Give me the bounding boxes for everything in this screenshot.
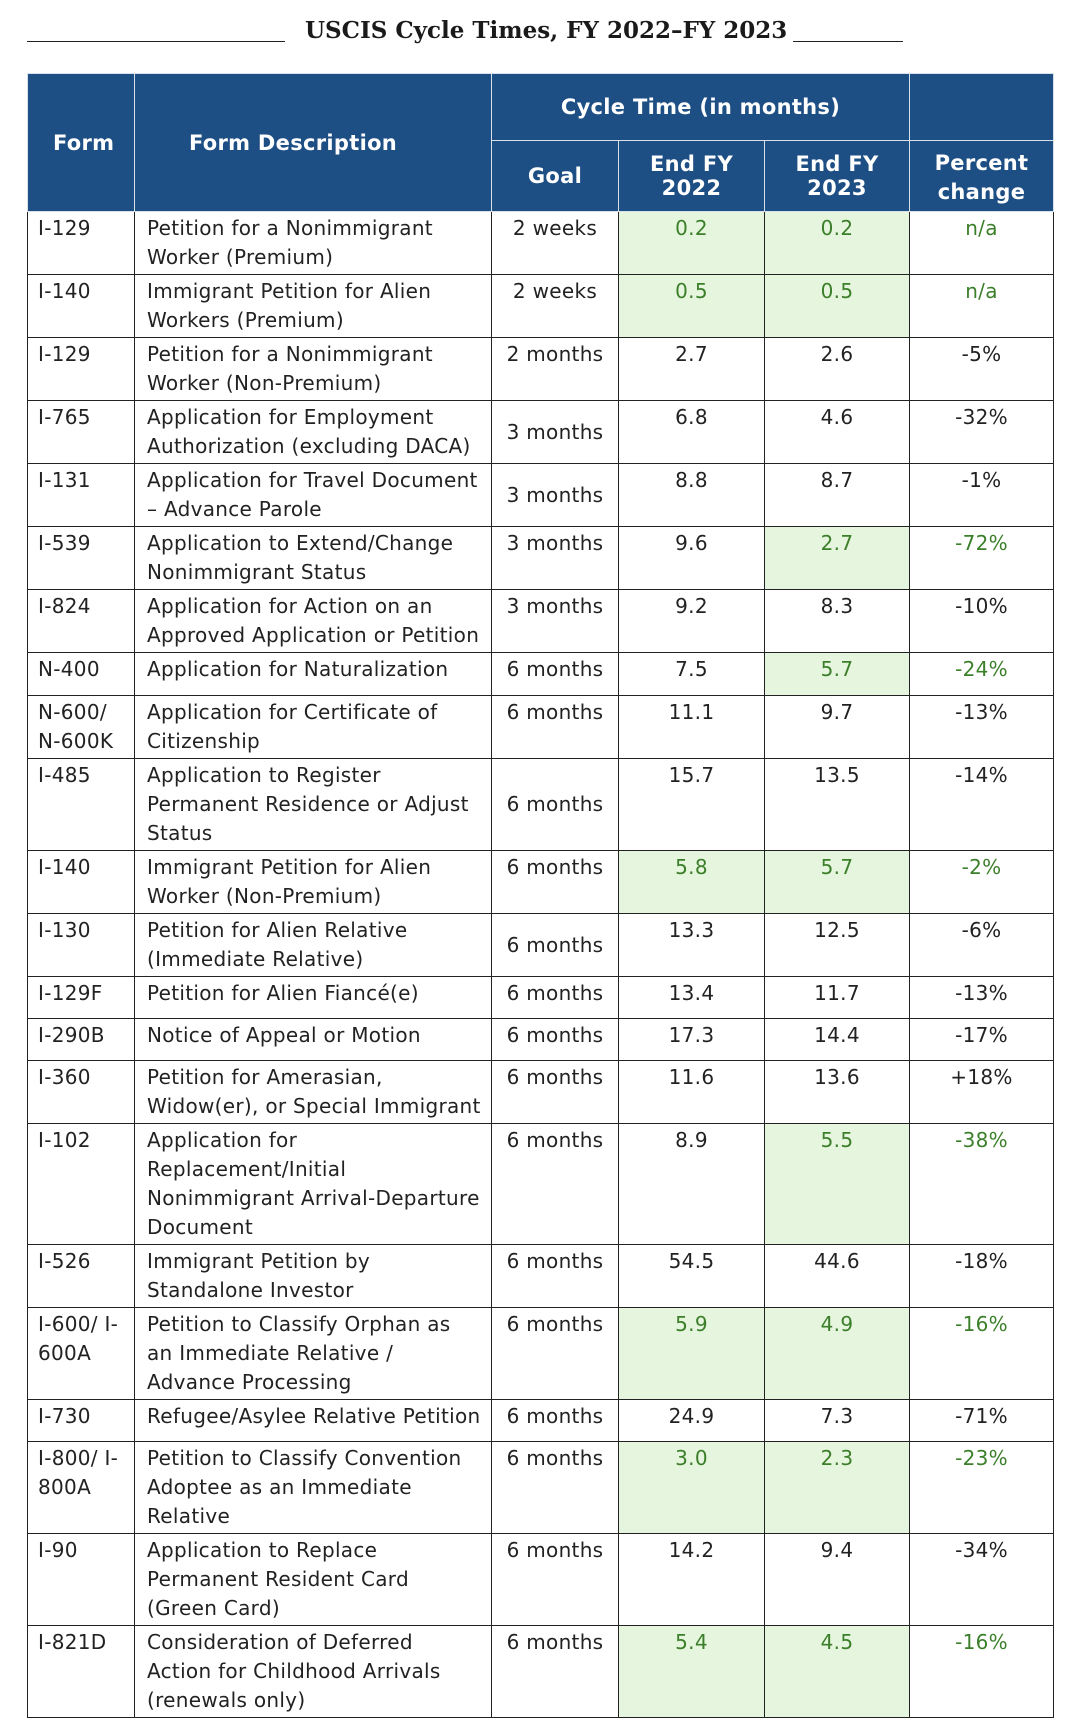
cell-fy2022: 5.9 [619, 1308, 765, 1400]
cell-percent-change: -2% [910, 851, 1054, 914]
cell-description: Application for Replacement/Initial Nonimmigrant Arrival-Departure Document [135, 1124, 492, 1245]
cell-form: I-129F [28, 977, 135, 1019]
cell-fy2022: 13.3 [619, 914, 765, 977]
cell-goal: 6 months [492, 1124, 619, 1245]
table-row [28, 1019, 1054, 1061]
table-row [28, 914, 1054, 977]
cell-description: Refugee/Asylee Relative Petition [135, 1400, 492, 1442]
cell-description: Petition to Classify Orphan as an Immediate Relative / Advance Processing [135, 1308, 492, 1400]
cell-fy2023: 4.6 [765, 401, 910, 464]
cell-fy2023: 11.7 [765, 977, 910, 1019]
cell-fy2023: 12.5 [765, 914, 910, 977]
cell-fy2023: 9.4 [765, 1534, 910, 1626]
cell-goal: 6 months [492, 1308, 619, 1400]
cell-form: I-730 [28, 1400, 135, 1442]
table-row [28, 1061, 1054, 1124]
table-row [28, 1124, 1054, 1245]
cell-description: Application for Naturalization [135, 653, 492, 696]
cell-fy2022: 0.2 [619, 212, 765, 275]
cell-description: Immigrant Petition by Standalone Investor [135, 1245, 492, 1308]
cell-fy2022: 8.9 [619, 1124, 765, 1245]
cell-fy2022: 9.2 [619, 590, 765, 653]
header-percent-line2: change [937, 180, 1026, 204]
cell-percent-change: -6% [910, 914, 1054, 977]
cell-fy2023: 8.7 [765, 464, 910, 527]
cell-goal: 6 months [492, 1400, 619, 1442]
cell-goal: 3 months [492, 464, 619, 527]
cell-fy2022: 24.9 [619, 1400, 765, 1442]
cell-description: Application for Travel Document – Advance Parole [135, 464, 492, 527]
cell-fy2022: 11.1 [619, 696, 765, 759]
cell-fy2022: 17.3 [619, 1019, 765, 1061]
cell-goal: 3 months [492, 401, 619, 464]
cell-goal: 3 months [492, 590, 619, 653]
table-row [28, 851, 1054, 914]
table-row [28, 653, 1054, 696]
cell-description: Application to Register Permanent Residence or Adjust Status [135, 759, 492, 851]
cell-description: Petition for a Nonimmigrant Worker (Premium) [135, 212, 492, 275]
header-fy2022: End FY 2022 [619, 141, 765, 212]
header-fy2023: End FY 2023 [765, 141, 910, 212]
cell-fy2022: 6.8 [619, 401, 765, 464]
cell-description: Application for Action on an Approved Application or Petition [135, 590, 492, 653]
cell-description: Petition for Alien Relative (Immediate Relative) [135, 914, 492, 977]
cell-goal: 6 months [492, 1061, 619, 1124]
cell-form: I-821D [28, 1626, 135, 1718]
cell-fy2023: 7.3 [765, 1400, 910, 1442]
cell-goal: 2 weeks [492, 212, 619, 275]
cell-fy2023: 2.7 [765, 527, 910, 590]
cell-goal: 6 months [492, 851, 619, 914]
cell-fy2023: 13.5 [765, 759, 910, 851]
table-row [28, 1400, 1054, 1442]
header-form: Form [28, 74, 135, 212]
header-blank [910, 74, 1054, 141]
cell-form: I-539 [28, 527, 135, 590]
cell-goal: 6 months [492, 696, 619, 759]
cell-goal: 3 months [492, 527, 619, 590]
cell-percent-change: -72% [910, 527, 1054, 590]
cell-percent-change: -5% [910, 338, 1054, 401]
cell-form: I-290B [28, 1019, 135, 1061]
cell-percent-change: -16% [910, 1626, 1054, 1718]
cell-goal: 6 months [492, 1019, 619, 1061]
cell-description: Application to Extend/Change Nonimmigrant Status [135, 527, 492, 590]
cell-fy2023: 9.7 [765, 696, 910, 759]
title-underline-left [27, 41, 285, 42]
cell-percent-change: +18% [910, 1061, 1054, 1124]
cell-goal: 6 months [492, 653, 619, 696]
cell-fy2023: 5.5 [765, 1124, 910, 1245]
cell-percent-change: -17% [910, 1019, 1054, 1061]
table-row [28, 338, 1054, 401]
cell-form: I-800/ I-800A [28, 1442, 135, 1534]
cell-fy2023: 44.6 [765, 1245, 910, 1308]
cell-fy2022: 5.4 [619, 1626, 765, 1718]
cell-form: I-140 [28, 275, 135, 338]
cell-description: Application to Replace Permanent Resident Card (Green Card) [135, 1534, 492, 1626]
cell-fy2023: 5.7 [765, 653, 910, 696]
cell-form: I-129 [28, 212, 135, 275]
cell-description: Petition for Amerasian, Widow(er), or Special Immigrant [135, 1061, 492, 1124]
cell-fy2023: 4.9 [765, 1308, 910, 1400]
cell-description: Consideration of Deferred Action for Childhood Arrivals (renewals only) [135, 1626, 492, 1718]
table-row [28, 464, 1054, 527]
table-body [28, 212, 1054, 1718]
header-goal: Goal [492, 141, 619, 212]
header-percent-change [910, 141, 1054, 212]
cell-fy2023: 14.4 [765, 1019, 910, 1061]
cell-form: I-129 [28, 338, 135, 401]
cell-percent-change: -32% [910, 401, 1054, 464]
cell-form: I-90 [28, 1534, 135, 1626]
cell-fy2022: 2.7 [619, 338, 765, 401]
table-row [28, 401, 1054, 464]
cell-goal: 6 months [492, 1534, 619, 1626]
table-row [28, 696, 1054, 759]
cell-fy2022: 14.2 [619, 1534, 765, 1626]
table-row [28, 759, 1054, 851]
cell-fy2023: 2.3 [765, 1442, 910, 1534]
cell-fy2022: 13.4 [619, 977, 765, 1019]
title-underline-right [793, 41, 903, 42]
cell-form: I-526 [28, 1245, 135, 1308]
cell-percent-change: -71% [910, 1400, 1054, 1442]
cell-form: I-140 [28, 851, 135, 914]
cell-percent-change: -16% [910, 1308, 1054, 1400]
cell-percent-change: -34% [910, 1534, 1054, 1626]
table-row [28, 1534, 1054, 1626]
table-row [28, 275, 1054, 338]
cell-percent-change: n/a [910, 212, 1054, 275]
cell-fy2023: 0.5 [765, 275, 910, 338]
cell-fy2023: 2.6 [765, 338, 910, 401]
header-cycle-time: Cycle Time (in months) [492, 74, 910, 141]
cell-percent-change: -1% [910, 464, 1054, 527]
cell-percent-change: -13% [910, 977, 1054, 1019]
header-percent-line1: Percent [934, 151, 1029, 175]
cell-fy2022: 9.6 [619, 527, 765, 590]
header-description: Form Description [135, 74, 492, 212]
cell-description: Petition for Alien Fiancé(e) [135, 977, 492, 1019]
table-row [28, 1308, 1054, 1400]
table-row [28, 590, 1054, 653]
table-row [28, 1626, 1054, 1718]
cell-percent-change: -13% [910, 696, 1054, 759]
cell-goal: 6 months [492, 914, 619, 977]
cell-goal: 6 months [492, 977, 619, 1019]
cell-fy2022: 5.8 [619, 851, 765, 914]
table-row [28, 977, 1054, 1019]
cell-goal: 6 months [492, 1245, 619, 1308]
cell-goal: 6 months [492, 1442, 619, 1534]
cell-fy2022: 15.7 [619, 759, 765, 851]
cell-fy2023: 0.2 [765, 212, 910, 275]
cell-form: N-600/ N-600K [28, 696, 135, 759]
cell-goal: 2 weeks [492, 275, 619, 338]
cell-goal: 2 months [492, 338, 619, 401]
cell-form: I-102 [28, 1124, 135, 1245]
cell-fy2023: 13.6 [765, 1061, 910, 1124]
table-row [28, 1442, 1054, 1534]
table-row [28, 1245, 1054, 1308]
cell-form: N-400 [28, 653, 135, 696]
cell-percent-change: -38% [910, 1124, 1054, 1245]
table-row [28, 527, 1054, 590]
cell-form: I-824 [28, 590, 135, 653]
cell-description: Application for Certificate of Citizenship [135, 696, 492, 759]
cycle-times-table [27, 73, 1054, 1718]
cell-description: Petition to Classify Convention Adoptee as an Immediate Relative [135, 1442, 492, 1534]
cell-percent-change: -10% [910, 590, 1054, 653]
table-row [28, 212, 1054, 275]
cell-description: Immigrant Petition for Alien Workers (Premium) [135, 275, 492, 338]
cell-fy2023: 8.3 [765, 590, 910, 653]
cell-description: Application for Employment Authorization (excluding DACA) [135, 401, 492, 464]
cell-percent-change: -23% [910, 1442, 1054, 1534]
table-header [28, 74, 1054, 212]
cell-fy2022: 3.0 [619, 1442, 765, 1534]
cell-fy2022: 0.5 [619, 275, 765, 338]
cell-form: I-600/ I-600A [28, 1308, 135, 1400]
page-title: USCIS Cycle Times, FY 2022–FY 2023 [305, 17, 788, 44]
cell-fy2023: 4.5 [765, 1626, 910, 1718]
cell-description: Petition for a Nonimmigrant Worker (Non-Premium) [135, 338, 492, 401]
cell-fy2022: 7.5 [619, 653, 765, 696]
cell-form: I-765 [28, 401, 135, 464]
cell-fy2022: 11.6 [619, 1061, 765, 1124]
cell-fy2022: 8.8 [619, 464, 765, 527]
title-bar [0, 8, 1080, 48]
cell-percent-change: -18% [910, 1245, 1054, 1308]
cell-goal: 6 months [492, 759, 619, 851]
cell-description: Immigrant Petition for Alien Worker (Non-Premium) [135, 851, 492, 914]
cell-percent-change: -24% [910, 653, 1054, 696]
cell-form: I-485 [28, 759, 135, 851]
cell-percent-change: -14% [910, 759, 1054, 851]
cell-description: Notice of Appeal or Motion [135, 1019, 492, 1061]
cell-percent-change: n/a [910, 275, 1054, 338]
cell-fy2023: 5.7 [765, 851, 910, 914]
cell-form: I-130 [28, 914, 135, 977]
cell-form: I-360 [28, 1061, 135, 1124]
cell-form: I-131 [28, 464, 135, 527]
cell-fy2022: 54.5 [619, 1245, 765, 1308]
cell-goal: 6 months [492, 1626, 619, 1718]
